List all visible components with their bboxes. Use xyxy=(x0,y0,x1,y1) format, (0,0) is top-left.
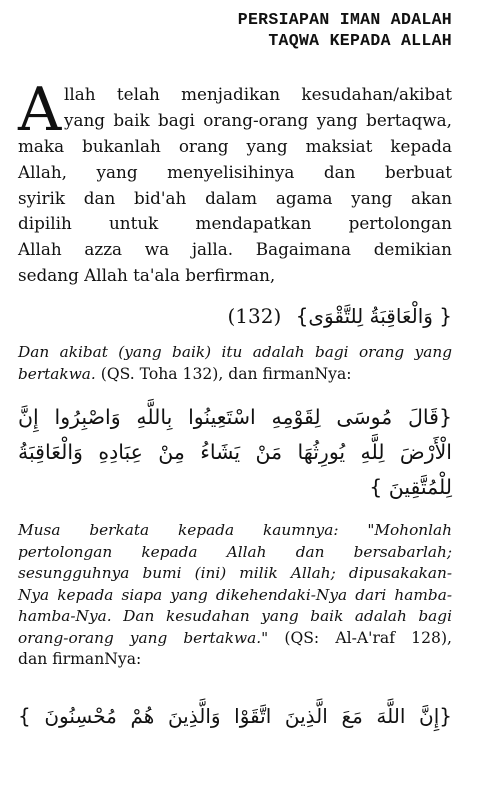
chapter-title-line-1: PERSIAPAN IMAN ADALAH xyxy=(237,10,452,29)
translation-text: hamba-Nya. Dan kesudahan yang baik adalah bagi xyxy=(18,607,452,625)
book-page xyxy=(18,0,452,800)
verse-arabic-text: { وَالْعَاقِبَةُ لِلتَّقْوَى} xyxy=(295,304,452,328)
quran-verse-toha-132 xyxy=(18,300,452,332)
verse-reference: (QS: Al-A'raf 128), xyxy=(268,628,452,647)
intro-paragraph xyxy=(18,75,452,289)
intro-line: llah telah menjadikan kesudahan/akibat xyxy=(64,84,452,104)
verse-arabic-line: لِلْمُتَّقِينَ } xyxy=(369,475,452,499)
verse-reference: (QS. Toha 132), dan firmanNya: xyxy=(95,364,352,383)
chapter-title-line-2: TAQWA KEPADA ALLAH xyxy=(268,30,452,50)
verse-number: (132) xyxy=(227,304,282,328)
translation-text: Nya kepada siapa yang dikehendaki-Nya dari hamba- xyxy=(18,585,452,604)
intro-line: dipilih untuk mendapatkan pertolongan xyxy=(18,213,452,234)
translation-text: sesungguhnya bumi (ini) milik Allah; dipusakakan- xyxy=(18,564,452,582)
translation-toha-132 xyxy=(18,342,452,385)
translation-araf-128 xyxy=(18,520,452,671)
intro-line: maka bukanlah orang yang maksiat kepada xyxy=(18,135,452,156)
verse-arabic-line: الْأَرْضَ لِلَّهِ يُورِثُهَا مَنْ يَشَاءُ مِنْ عِبَادِهِ وَالْعَاقِبَةُ xyxy=(18,440,452,464)
continuation-text: dan firmanNya: xyxy=(18,650,142,668)
intro-line: yang baik bagi orang-orang yang bertaqwa, xyxy=(64,109,452,130)
quran-verse-araf-128 xyxy=(18,400,452,505)
chapter-title xyxy=(18,10,452,51)
verse-arabic-text: {إِنَّ اللَّهَ مَعَ الَّذِينَ اتَّقَوْا وَالَّذِينَ هُمْ مُحْسِنُونَ } xyxy=(18,704,452,728)
translation-text: orang-orang yang bertakwa." xyxy=(18,628,269,647)
translation-text: pertolongan kepada Allah dan bersabarlah; xyxy=(18,542,452,561)
verse-arabic-line: {قَالَ مُوسَى لِقَوْمِهِ اسْتَعِينُوا بِاللَّهِ وَاصْبِرُوا إِنَّ xyxy=(18,405,452,429)
drop-cap: A xyxy=(18,75,62,145)
translation-text: bertakwa. xyxy=(18,364,96,383)
intro-line: sedang Allah ta'ala berfirman, xyxy=(18,265,276,286)
intro-line: Allah azza wa jalla. Bagaimana demikian xyxy=(18,239,452,260)
quran-verse-nahl-128 xyxy=(18,700,452,732)
translation-text: Musa berkata kepada kaumnya: "Mohonlah xyxy=(18,521,452,539)
intro-line: syirik dan bid'ah dalam agama yang akan xyxy=(18,187,452,208)
intro-line: Allah, yang menyelisihinya dan berbuat xyxy=(18,161,452,182)
translation-text: Dan akibat (yang baik) itu adalah bagi orang yang xyxy=(18,343,452,361)
